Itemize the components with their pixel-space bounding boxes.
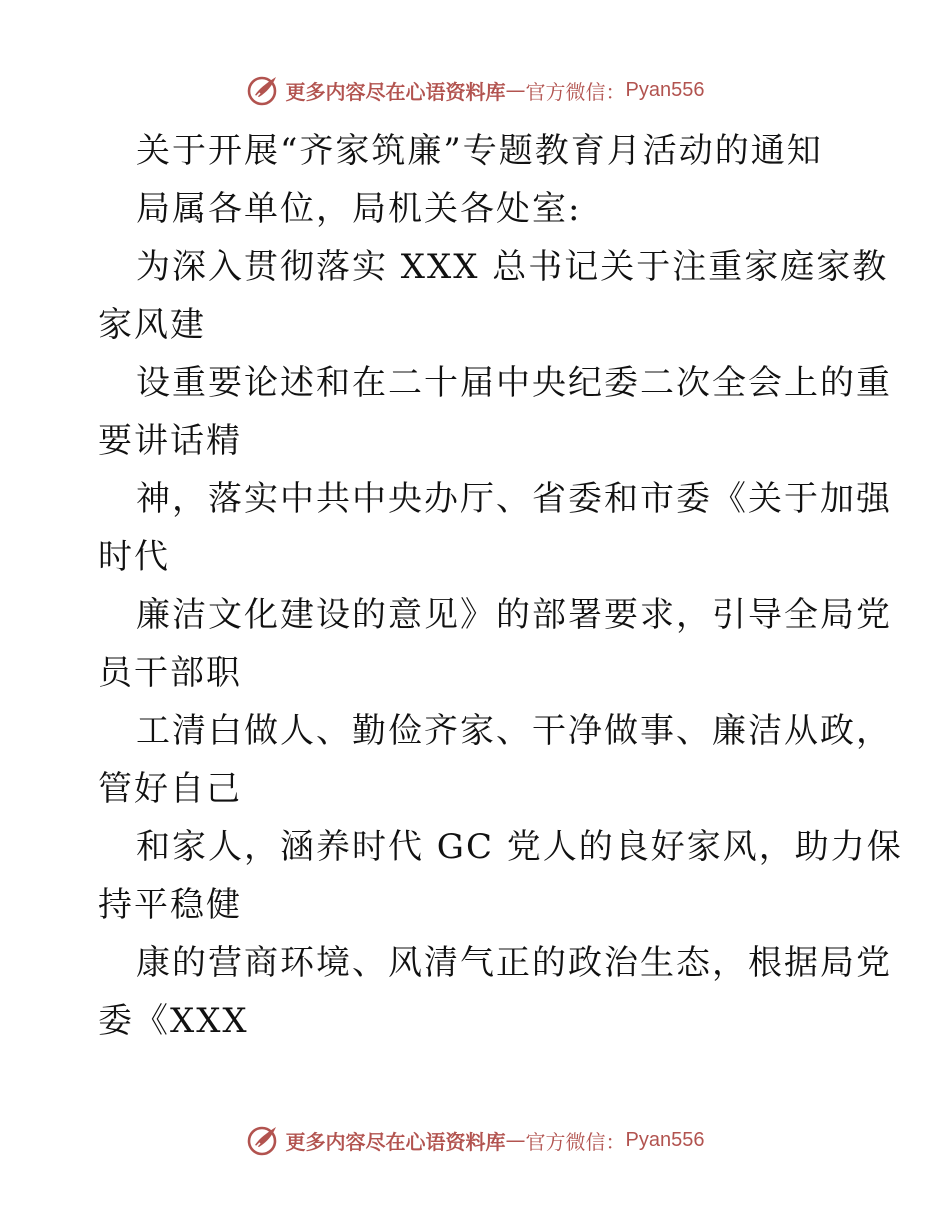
body-line: 委《XXX — [98, 1001, 249, 1041]
body-line: 神，落实中共中央办厅、省委和市委《关于加强 — [136, 479, 892, 519]
banner-brand-text: 更多内容尽在心语资料库 — [285, 79, 506, 104]
banner-brand-text: 更多内容尽在心语资料库 — [285, 1129, 506, 1154]
body-line: 家风建 — [98, 305, 206, 345]
banner-dash: — — [505, 1128, 526, 1152]
document-salutation: 局属各单位，局机关各处室: — [136, 189, 582, 229]
banner-wechat-label: 官方微信： — [525, 79, 626, 104]
body-line: 廉洁文化建设的意见》的部署要求，引导全局党 — [136, 595, 892, 635]
body-line: 管好自己 — [98, 769, 242, 809]
body-line: 员干部职 — [98, 653, 242, 693]
quill-logo-icon — [246, 72, 282, 108]
banner-dash: — — [505, 78, 526, 102]
header-banner — [0, 70, 950, 110]
document-body — [98, 122, 903, 1050]
body-line: 和家人，涵养时代 GC 党人的良好家风，助力保 — [136, 827, 903, 867]
banner-wechat-id: Pyan556 — [625, 78, 705, 101]
footer-banner — [0, 1120, 950, 1160]
quill-logo-icon — [246, 1122, 282, 1158]
body-line: 要讲话精 — [98, 421, 242, 461]
banner-wechat-id: Pyan556 — [625, 1128, 705, 1151]
body-line: 工清白做人、勤俭齐家、干净做事、廉洁从政， — [136, 711, 892, 751]
body-line: 时代 — [98, 537, 170, 577]
body-line: 康的营商环境、风清气正的政治生态，根据局党 — [136, 943, 892, 983]
document-title: 关于开展“齐家筑廉”专题教育月活动的通知 — [136, 131, 823, 171]
banner-wechat-label: 官方微信： — [525, 1129, 626, 1154]
body-line: 设重要论述和在二十届中央纪委二次全会上的重 — [136, 363, 892, 403]
body-line: 为深入贯彻落实 XXX 总书记关于注重家庭家教 — [136, 247, 889, 287]
body-line: 持平稳健 — [98, 885, 242, 925]
